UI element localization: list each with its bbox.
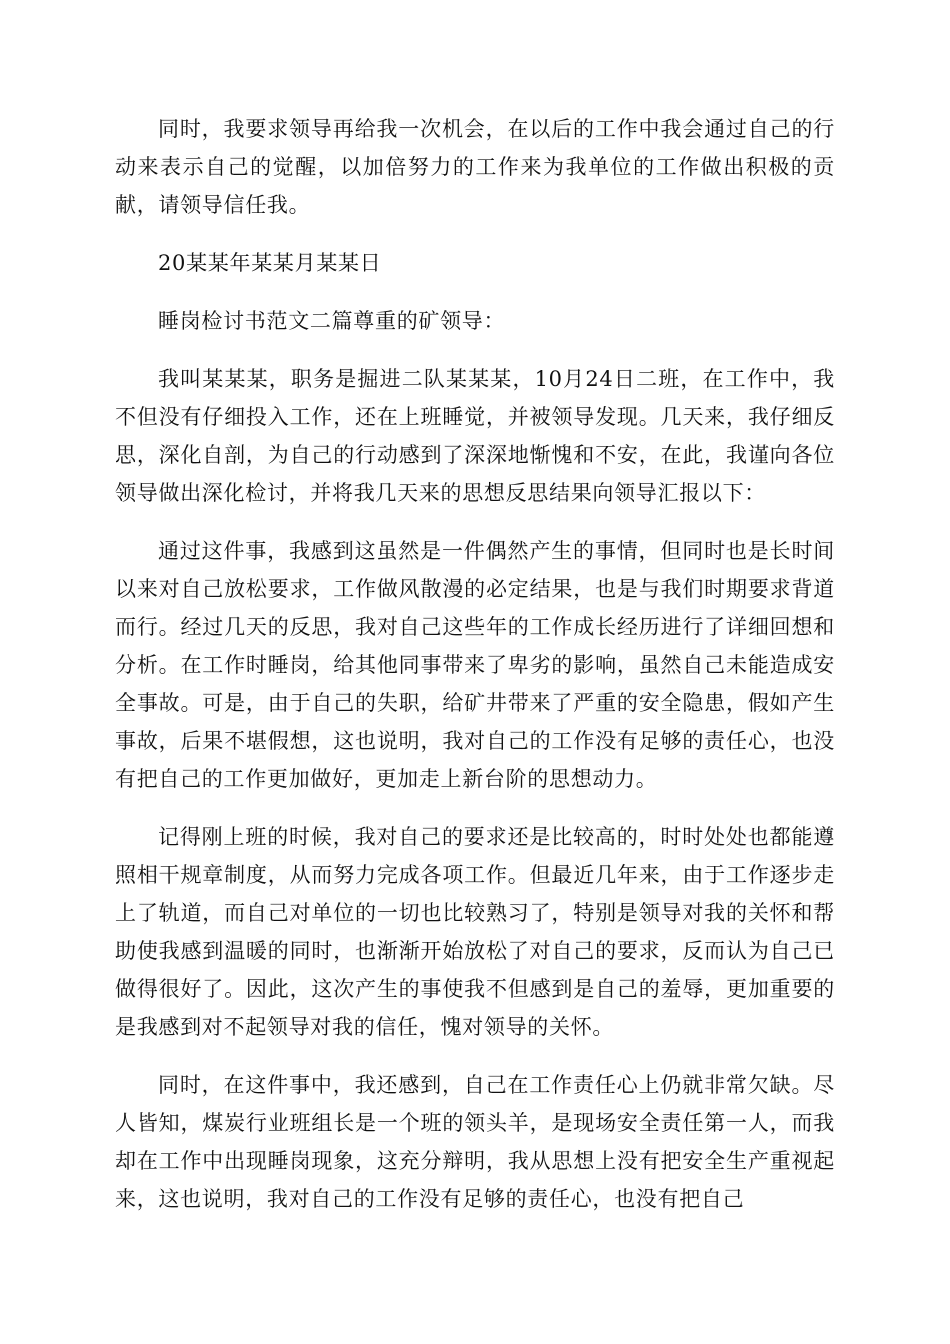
paragraph-responsibility: 同时，在这件事中，我还感到，自己在工作责任心上仍就非常欠缺。尽人皆知，煤炭行业班组长是一个班的领头羊，是现场安全责任第一人，而我却在工作中出现睡岗现象，这充分辩明，我从思想上没有把安全生产重视起来，这也说明，我对自己的工作没有足够的责任心，也没有把自己 (115, 1073, 835, 1211)
paragraph-date: 20某某年某某月某某日 (158, 251, 382, 275)
paragraph-introduction: 我叫某某某，职务是掘进二队某某某，10月24日二班，在工作中，我不但没有仔细投入工作，还在上班睡觉，并被领导发现。几天来，我仔细反思，深化自剖，为自己的行动感到了深深地惭愧和不安，在此，我谨向各位领导做出深化检讨，并将我几天来的思想反思结果向领导汇报以下： (115, 367, 835, 505)
document-body (115, 110, 835, 1238)
paragraph-recollection: 记得刚上班的时候，我对自己的要求还是比较高的，时时处处也都能遵照相干规章制度，从而努力完成各项工作。但最近几年来，由于工作逐步走上了轨道，而自己对单位的一切也比较熟习了，特别是领导对我的关怀和帮助使我感到温暖的同时，也渐渐开始放松了对自己的要求，反而认为自己已做得很好了。因此，这次产生的事使我不但感到是自己的羞辱，更加重要的是我感到对不起领导对我的信任，愧对领导的关怀。 (115, 825, 835, 1039)
paragraph-reflection: 通过这件事，我感到这虽然是一件偶然产生的事情，但同时也是长时间以来对自己放松要求，工作做风散漫的必定结果，也是与我们时期要求背道而行。经过几天的反思，我对自己这些年的工作成长经历进行了详细回想和分析。在工作时睡岗，给其他同事带来了卑劣的影响，虽然自己未能造成安全事故。可是，由于自己的失职，给矿井带来了严重的安全隐患，假如产生事故，后果不堪假想，这也说明，我对自己的工作没有足够的责任心，也没有把自己的工作更加做好，更加走上新台阶的思想动力。 (115, 539, 835, 791)
paragraph-heading-salutation: 睡岗检讨书范文二篇尊重的矿领导： (158, 309, 506, 333)
paragraph-request-chance: 同时，我要求领导再给我一次机会，在以后的工作中我会通过自己的行动来表示自己的觉醒，以加倍努力的工作来为我单位的工作做出积极的贡献，请领导信任我。 (115, 117, 835, 217)
